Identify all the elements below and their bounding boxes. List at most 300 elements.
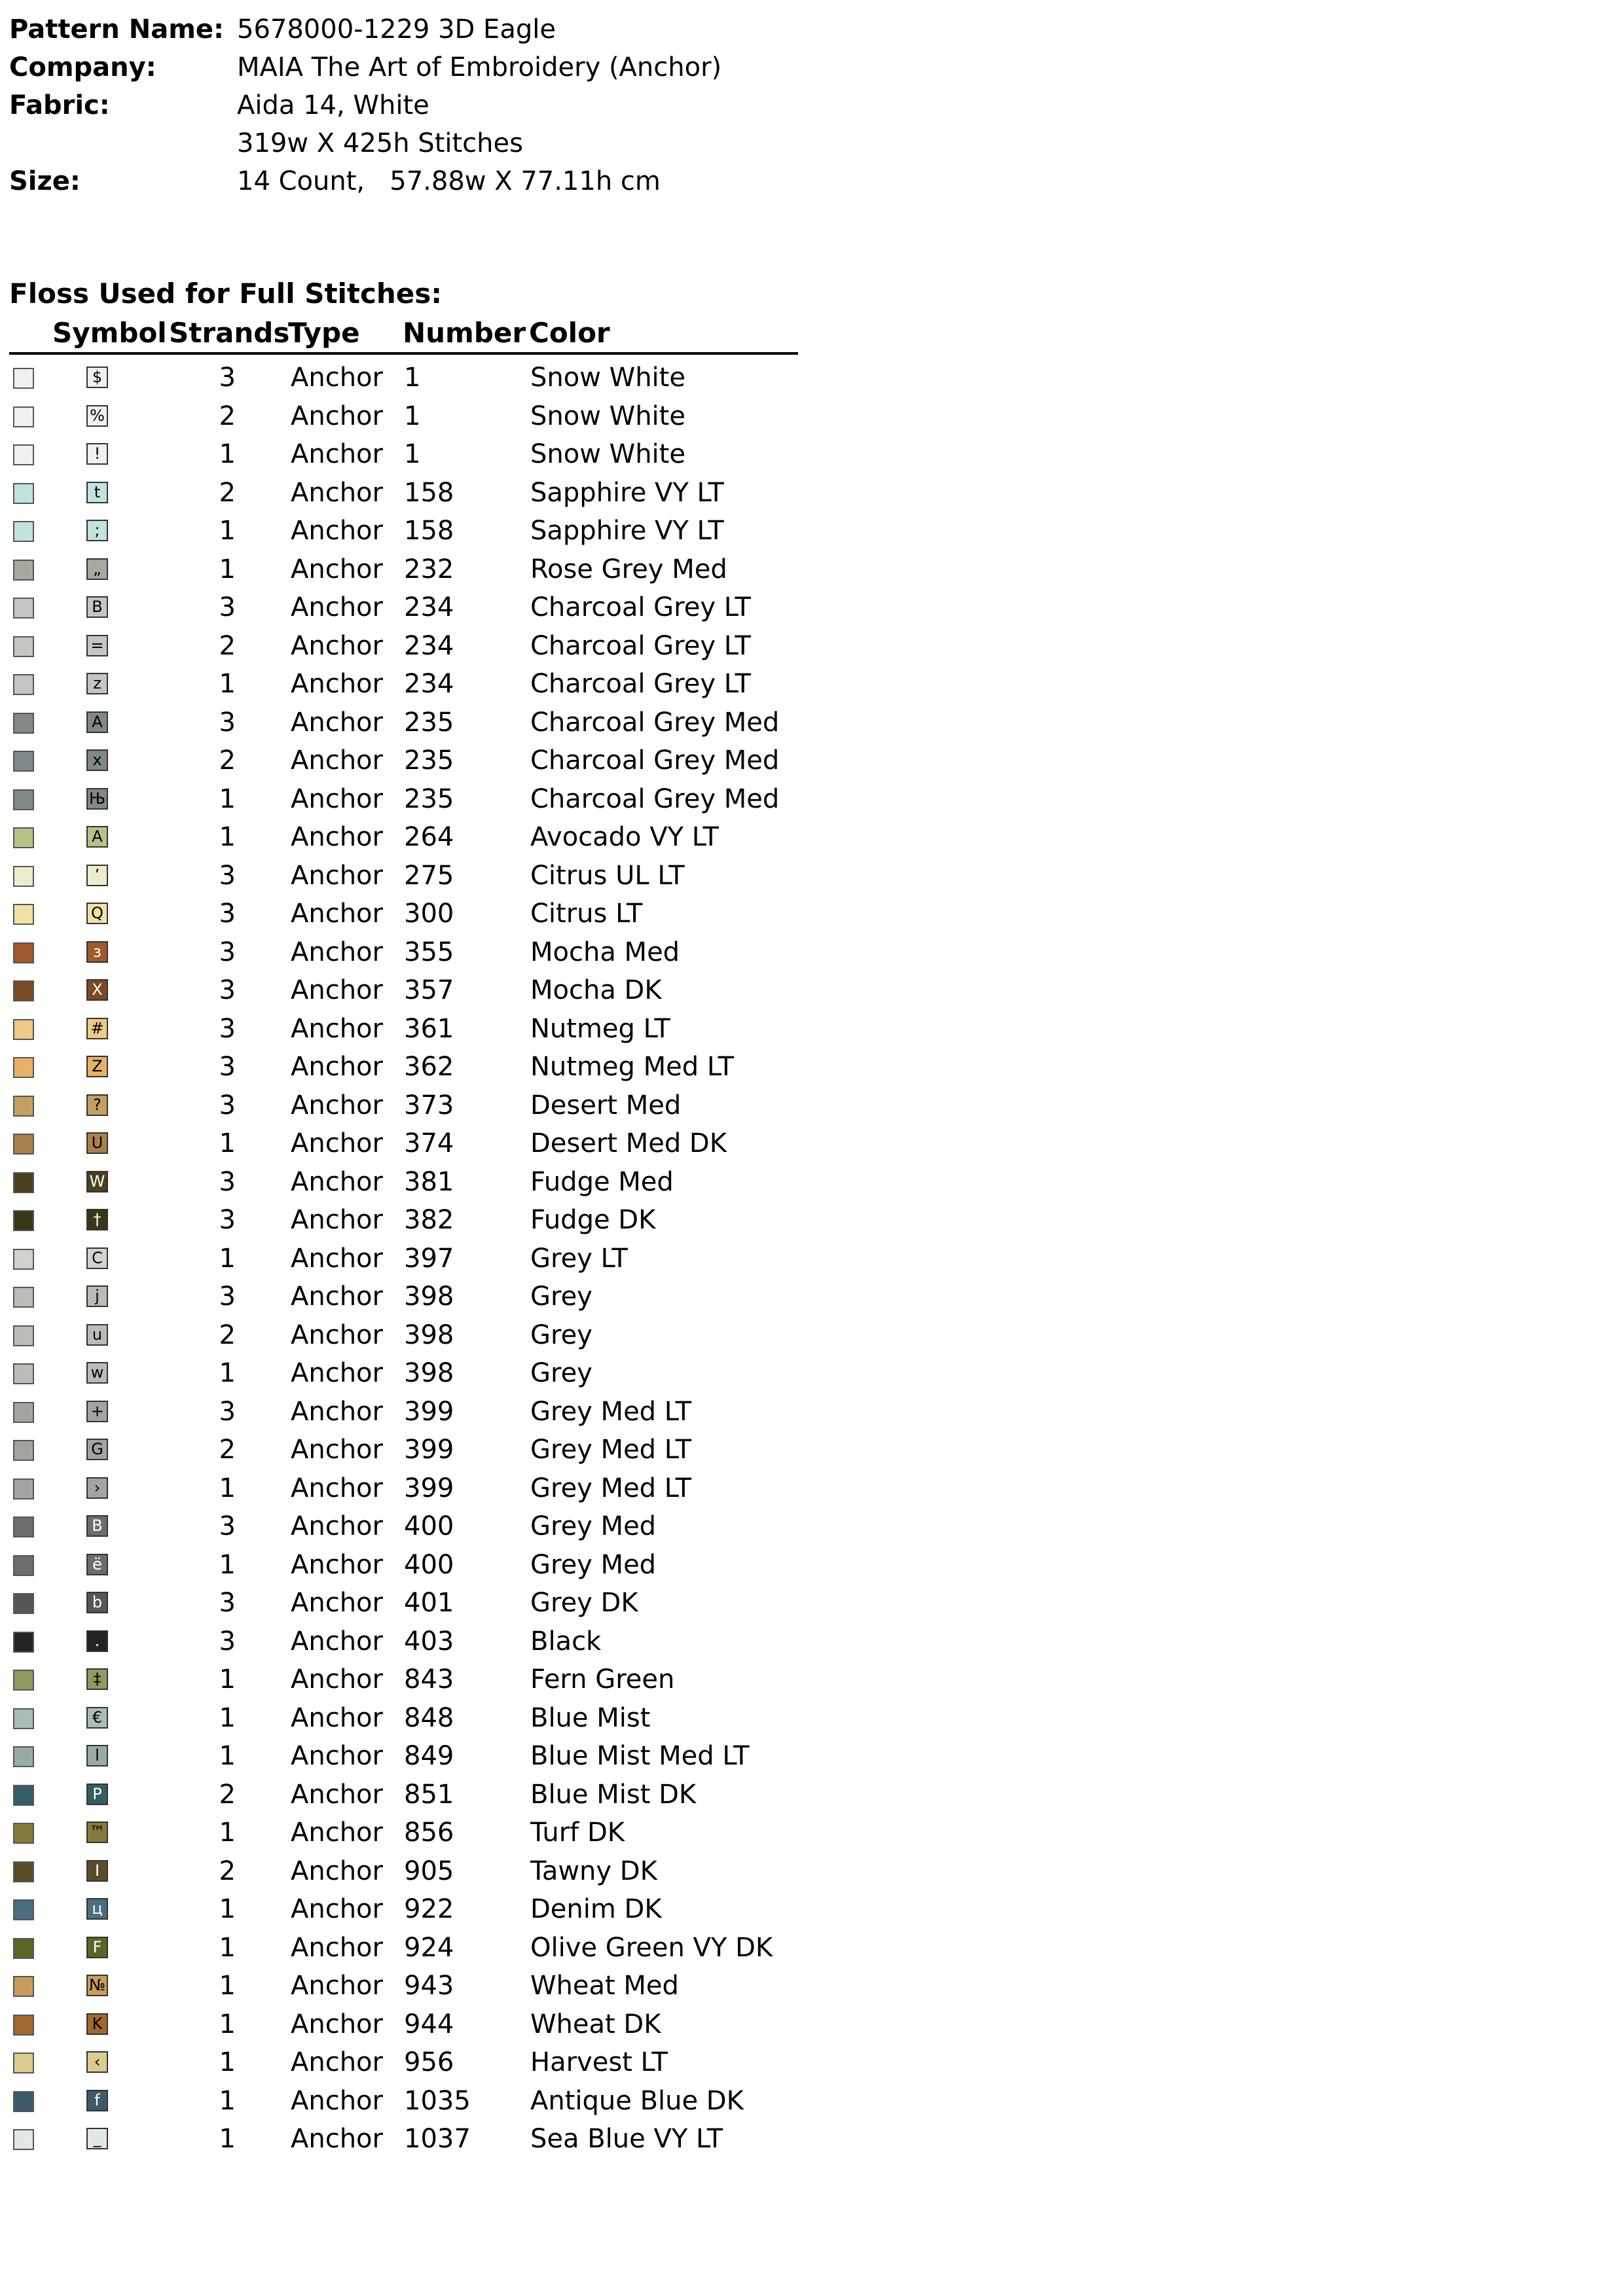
symbol-box: P <box>86 1784 108 1805</box>
color-swatch <box>13 1287 34 1308</box>
header-type: Type <box>288 317 360 349</box>
color-name: Grey DK <box>530 1588 638 1618</box>
color-name: Charcoal Grey LT <box>530 630 751 661</box>
strands-value: 1 <box>219 1664 236 1695</box>
symbol-box: В <box>86 1515 108 1537</box>
type-value: Anchor <box>291 1932 383 1963</box>
color-swatch <box>13 2053 34 2073</box>
symbol-box: ‹ <box>86 2051 108 2073</box>
type-value: Anchor <box>291 1894 383 1924</box>
header-strands: Strands <box>169 317 290 349</box>
symbol-box: › <box>86 1477 108 1499</box>
number-value: 398 <box>404 1358 454 1388</box>
company-value: MAIA The Art of Embroidery (Anchor) <box>237 52 722 82</box>
number-value: 382 <box>404 1205 454 1235</box>
type-value: Anchor <box>291 1511 383 1541</box>
color-name: Snow White <box>530 401 685 431</box>
symbol-box: Z <box>86 1056 108 1077</box>
strands-value: 3 <box>219 707 236 738</box>
color-swatch <box>13 1249 34 1270</box>
pattern-name-label: Pattern Name: <box>9 14 225 45</box>
type-value: Anchor <box>291 592 383 622</box>
color-name: Grey Med <box>530 1549 657 1580</box>
type-value: Anchor <box>291 1971 383 2001</box>
symbol-box: € <box>86 1707 108 1729</box>
floss-row <box>0 2120 851 2159</box>
symbol-box: _ <box>86 2128 108 2149</box>
strands-value: 3 <box>219 1282 236 1312</box>
strands-value: 2 <box>219 630 236 661</box>
number-value: 158 <box>404 477 454 508</box>
strands-value: 1 <box>219 1702 236 1733</box>
color-swatch <box>13 2091 34 2112</box>
type-value: Anchor <box>291 1779 383 1810</box>
number-value: 362 <box>404 1052 454 1082</box>
number-value: 235 <box>404 707 454 738</box>
color-name: Snow White <box>530 363 685 393</box>
type-value: Anchor <box>291 707 383 738</box>
color-swatch <box>13 866 34 887</box>
symbol-box: A <box>86 826 108 848</box>
color-swatch <box>13 406 34 427</box>
color-name: Citrus UL LT <box>530 860 685 891</box>
number-value: 399 <box>404 1435 454 1465</box>
symbol-box: l <box>86 1745 108 1767</box>
number-value: 398 <box>404 1319 454 1350</box>
number-value: 1 <box>404 401 421 431</box>
floss-row <box>0 933 851 972</box>
color-name: Wheat DK <box>530 2009 661 2039</box>
floss-row <box>0 550 851 589</box>
type-value: Anchor <box>291 975 383 1005</box>
color-swatch <box>13 904 34 925</box>
strands-value: 1 <box>219 1971 236 2001</box>
type-value: Anchor <box>291 2124 383 2154</box>
color-swatch <box>13 1823 34 1844</box>
number-value: 235 <box>404 783 454 814</box>
color-name: Mocha DK <box>530 975 662 1005</box>
floss-row <box>0 665 851 704</box>
strands-value: 3 <box>219 1052 236 1082</box>
color-swatch <box>13 1402 34 1423</box>
strands-value: 1 <box>219 1894 236 1924</box>
fabric-value: Aida 14, White <box>237 90 429 120</box>
floss-row <box>0 742 851 780</box>
color-name: Avocado VY LT <box>530 822 719 852</box>
floss-section-title: Floss Used for Full Stitches: <box>9 278 443 310</box>
floss-row <box>0 1048 851 1086</box>
color-swatch <box>13 1632 34 1653</box>
type-value: Anchor <box>291 1319 383 1350</box>
strands-value: 1 <box>219 439 236 469</box>
symbol-box: G <box>86 1439 108 1460</box>
color-name: Harvest LT <box>530 2047 668 2077</box>
floss-row <box>0 1776 851 1814</box>
symbol-box: ’ <box>86 865 108 886</box>
floss-row <box>0 818 851 857</box>
floss-row <box>0 1507 851 1546</box>
color-name: Fudge Med <box>530 1166 674 1197</box>
color-swatch <box>13 827 34 848</box>
number-value: 234 <box>404 669 454 699</box>
floss-row <box>0 1967 851 2005</box>
color-name: Charcoal Grey Med <box>530 745 780 776</box>
symbol-box: ‡ <box>86 1668 108 1690</box>
strands-value: 3 <box>219 363 236 393</box>
number-value: 398 <box>404 1282 454 1312</box>
floss-row <box>0 1737 851 1776</box>
color-name: Rose Grey Med <box>530 554 727 584</box>
header-rule <box>9 352 798 355</box>
floss-row <box>0 2082 851 2121</box>
symbol-box: ё <box>86 1554 108 1575</box>
floss-row <box>0 1584 851 1623</box>
number-value: 1037 <box>404 2124 471 2154</box>
symbol-box: + <box>86 1401 108 1422</box>
type-value: Anchor <box>291 1588 383 1618</box>
type-value: Anchor <box>291 1741 383 1771</box>
type-value: Anchor <box>291 745 383 776</box>
floss-row <box>0 1890 851 1929</box>
color-name: Blue Mist Med LT <box>530 1741 750 1771</box>
strands-value: 2 <box>219 1435 236 1465</box>
floss-row <box>0 1393 851 1431</box>
symbol-box: Њ <box>86 788 108 810</box>
floss-row <box>0 512 851 550</box>
floss-row <box>0 1469 851 1508</box>
number-value: 1 <box>404 363 421 393</box>
type-value: Anchor <box>291 1626 383 1657</box>
strands-value: 3 <box>219 1013 236 1044</box>
strands-value: 1 <box>219 1932 236 1963</box>
color-swatch <box>13 980 34 1001</box>
symbol-box: ц <box>86 1898 108 1920</box>
company-label: Company: <box>9 52 156 82</box>
symbol-box: K <box>86 2013 108 2035</box>
number-value: 849 <box>404 1741 454 1771</box>
floss-row <box>0 895 851 933</box>
type-value: Anchor <box>291 630 383 661</box>
symbol-box: І <box>86 1860 108 1882</box>
type-value: Anchor <box>291 860 383 891</box>
symbol-box: X <box>86 979 108 1001</box>
strands-value: 3 <box>219 860 236 891</box>
type-value: Anchor <box>291 1396 383 1427</box>
type-value: Anchor <box>291 401 383 431</box>
number-value: 158 <box>404 516 454 546</box>
color-name: Mocha Med <box>530 937 680 967</box>
type-value: Anchor <box>291 1166 383 1197</box>
type-value: Anchor <box>291 1205 383 1235</box>
color-name: Charcoal Grey Med <box>530 707 780 738</box>
symbol-box: t <box>86 482 108 503</box>
symbol-box: x <box>86 749 108 771</box>
size-label: Size: <box>9 166 81 196</box>
color-name: Snow White <box>530 439 685 469</box>
strands-value: 1 <box>219 1243 236 1274</box>
color-swatch <box>13 1670 34 1691</box>
strands-value: 3 <box>219 975 236 1005</box>
floss-row <box>0 857 851 895</box>
number-value: 848 <box>404 1702 454 1733</box>
type-value: Anchor <box>291 899 383 929</box>
pattern-name-value: 5678000-1229 3D Eagle <box>237 14 556 45</box>
strands-value: 1 <box>219 669 236 699</box>
symbol-box: $ <box>86 367 108 388</box>
color-name: Antique Blue DK <box>530 2085 744 2116</box>
type-value: Anchor <box>291 1856 383 1886</box>
color-swatch <box>13 1325 34 1346</box>
floss-row <box>0 359 851 397</box>
type-value: Anchor <box>291 1818 383 1848</box>
strands-value: 1 <box>219 2047 236 2077</box>
color-swatch <box>13 2015 34 2036</box>
floss-row <box>0 1623 851 1661</box>
strands-value: 3 <box>219 592 236 622</box>
number-value: 234 <box>404 592 454 622</box>
strands-value: 1 <box>219 1741 236 1771</box>
strands-value: 1 <box>219 1128 236 1158</box>
strands-value: 3 <box>219 937 236 967</box>
symbol-box: % <box>86 405 108 427</box>
header-symbol: Symbol <box>52 317 167 349</box>
floss-row <box>0 1431 851 1469</box>
color-name: Grey Med LT <box>530 1396 691 1427</box>
floss-row <box>0 1929 851 1967</box>
symbol-box: † <box>86 1209 108 1230</box>
symbol-box: j <box>86 1285 108 1307</box>
number-value: 355 <box>404 937 454 967</box>
symbol-box: ? <box>86 1094 108 1116</box>
number-value: 856 <box>404 1818 454 1848</box>
type-value: Anchor <box>291 1282 383 1312</box>
color-name: Blue Mist DK <box>530 1779 697 1810</box>
strands-value: 3 <box>219 1588 236 1618</box>
number-value: 357 <box>404 975 454 1005</box>
strands-value: 3 <box>219 1626 236 1657</box>
number-value: 399 <box>404 1473 454 1503</box>
symbol-box: U <box>86 1132 108 1154</box>
symbol-box: f <box>86 2090 108 2111</box>
floss-row <box>0 1660 851 1699</box>
floss-row <box>0 1010 851 1049</box>
floss-row <box>0 1124 851 1163</box>
number-value: 944 <box>404 2009 454 2039</box>
type-value: Anchor <box>291 1358 383 1388</box>
number-value: 1035 <box>404 2085 471 2116</box>
floss-row <box>0 1163 851 1202</box>
strands-value: 2 <box>219 401 236 431</box>
number-value: 399 <box>404 1396 454 1427</box>
color-name: Grey Med LT <box>530 1473 691 1503</box>
color-swatch <box>13 1899 34 1920</box>
floss-row <box>0 397 851 436</box>
number-value: 374 <box>404 1128 454 1158</box>
strands-value: 3 <box>219 1511 236 1541</box>
color-name: Sapphire VY LT <box>530 477 724 508</box>
color-swatch <box>13 1976 34 1997</box>
symbol-box: „ <box>86 558 108 580</box>
color-name: Wheat Med <box>530 1971 679 2001</box>
strands-value: 3 <box>219 1205 236 1235</box>
number-value: 401 <box>404 1588 454 1618</box>
symbol-box: u <box>86 1324 108 1346</box>
color-name: Fudge DK <box>530 1205 656 1235</box>
type-value: Anchor <box>291 1435 383 1465</box>
floss-row <box>0 1354 851 1393</box>
color-name: Denim DK <box>530 1894 662 1924</box>
symbol-box: ; <box>86 520 108 541</box>
type-value: Anchor <box>291 783 383 814</box>
color-name: Sea Blue VY LT <box>530 2124 723 2154</box>
strands-value: 1 <box>219 554 236 584</box>
floss-row <box>0 627 851 666</box>
floss-row <box>0 435 851 474</box>
number-value: 373 <box>404 1090 454 1121</box>
color-name: Nutmeg Med LT <box>530 1052 735 1082</box>
color-name: Turf DK <box>530 1818 625 1848</box>
color-name: Grey Med LT <box>530 1435 691 1465</box>
strands-value: 1 <box>219 2009 236 2039</box>
color-swatch <box>13 1593 34 1614</box>
color-name: Desert Med DK <box>530 1128 727 1158</box>
number-value: 400 <box>404 1511 454 1541</box>
symbol-box: ! <box>86 443 108 465</box>
color-swatch <box>13 1096 34 1117</box>
size-value: 14 Count, 57.88w X 77.11h cm <box>237 166 661 196</box>
number-value: 234 <box>404 630 454 661</box>
color-swatch <box>13 713 34 734</box>
type-value: Anchor <box>291 2047 383 2077</box>
color-swatch <box>13 444 34 465</box>
floss-row <box>0 1240 851 1278</box>
color-swatch <box>13 1861 34 1882</box>
color-swatch <box>13 483 34 504</box>
floss-row <box>0 1278 851 1316</box>
color-name: Citrus LT <box>530 899 643 929</box>
type-value: Anchor <box>291 937 383 967</box>
strands-value: 2 <box>219 1856 236 1886</box>
color-swatch <box>13 1440 34 1461</box>
symbol-box: W <box>86 1171 108 1193</box>
number-value: 851 <box>404 1779 454 1810</box>
color-name: Grey <box>530 1282 593 1312</box>
symbol-box: . <box>86 1630 108 1652</box>
number-value: 232 <box>404 554 454 584</box>
floss-row <box>0 704 851 742</box>
color-name: Black <box>530 1626 602 1657</box>
color-swatch <box>13 1172 34 1193</box>
type-value: Anchor <box>291 363 383 393</box>
symbol-box: № <box>86 1975 108 1996</box>
strands-value: 1 <box>219 1549 236 1580</box>
number-value: 275 <box>404 860 454 891</box>
floss-row <box>0 1814 851 1852</box>
strands-value: 3 <box>219 1090 236 1121</box>
color-swatch <box>13 1210 34 1231</box>
color-name: Tawny DK <box>530 1856 657 1886</box>
floss-row <box>0 971 851 1010</box>
strands-value: 1 <box>219 2124 236 2154</box>
floss-row <box>0 1852 851 1891</box>
header-color: Color <box>529 317 610 349</box>
strands-value: 2 <box>219 1779 236 1810</box>
color-name: Grey <box>530 1358 593 1388</box>
symbol-box: з <box>86 941 108 963</box>
symbol-box: Q <box>86 903 108 924</box>
type-value: Anchor <box>291 1243 383 1274</box>
number-value: 300 <box>404 899 454 929</box>
strands-value: 2 <box>219 1319 236 1350</box>
floss-row <box>0 1086 851 1125</box>
number-value: 400 <box>404 1549 454 1580</box>
number-value: 381 <box>404 1166 454 1197</box>
color-swatch <box>13 674 34 695</box>
color-swatch <box>13 2129 34 2150</box>
type-value: Anchor <box>291 1664 383 1695</box>
color-name: Sapphire VY LT <box>530 516 724 546</box>
strands-value: 3 <box>219 899 236 929</box>
color-swatch <box>13 1555 34 1576</box>
color-name: Charcoal Grey Med <box>530 783 780 814</box>
color-swatch <box>13 942 34 963</box>
floss-row <box>0 1201 851 1240</box>
type-value: Anchor <box>291 1013 383 1044</box>
type-value: Anchor <box>291 1090 383 1121</box>
floss-row <box>0 474 851 512</box>
symbol-box: # <box>86 1018 108 1039</box>
color-swatch <box>13 368 34 389</box>
color-name: Charcoal Grey LT <box>530 669 751 699</box>
number-value: 922 <box>404 1894 454 1924</box>
color-swatch <box>13 521 34 542</box>
type-value: Anchor <box>291 439 383 469</box>
type-value: Anchor <box>291 2009 383 2039</box>
color-name: Grey Med <box>530 1511 657 1541</box>
floss-row <box>0 780 851 819</box>
type-value: Anchor <box>291 1473 383 1503</box>
strands-value: 1 <box>219 516 236 546</box>
stitches-value: 319w X 425h Stitches <box>237 128 523 158</box>
color-swatch <box>13 789 34 810</box>
color-swatch <box>13 751 34 772</box>
color-swatch <box>13 1746 34 1767</box>
symbol-box: F <box>86 1937 108 1958</box>
floss-row <box>0 588 851 627</box>
number-value: 1 <box>404 439 421 469</box>
type-value: Anchor <box>291 1128 383 1158</box>
number-value: 397 <box>404 1243 454 1274</box>
symbol-box: b <box>86 1592 108 1613</box>
color-swatch <box>13 636 34 657</box>
fabric-label: Fabric: <box>9 90 110 120</box>
color-swatch <box>13 598 34 619</box>
color-name: Grey <box>530 1319 593 1350</box>
symbol-box: w <box>86 1362 108 1384</box>
number-value: 905 <box>404 1856 454 1886</box>
strands-value: 1 <box>219 1358 236 1388</box>
symbol-box: A <box>86 711 108 733</box>
strands-value: 2 <box>219 745 236 776</box>
number-value: 403 <box>404 1626 454 1657</box>
type-value: Anchor <box>291 554 383 584</box>
type-value: Anchor <box>291 2085 383 2116</box>
type-value: Anchor <box>291 516 383 546</box>
strands-value: 3 <box>219 1166 236 1197</box>
type-value: Anchor <box>291 1549 383 1580</box>
type-value: Anchor <box>291 669 383 699</box>
color-swatch <box>13 1708 34 1729</box>
